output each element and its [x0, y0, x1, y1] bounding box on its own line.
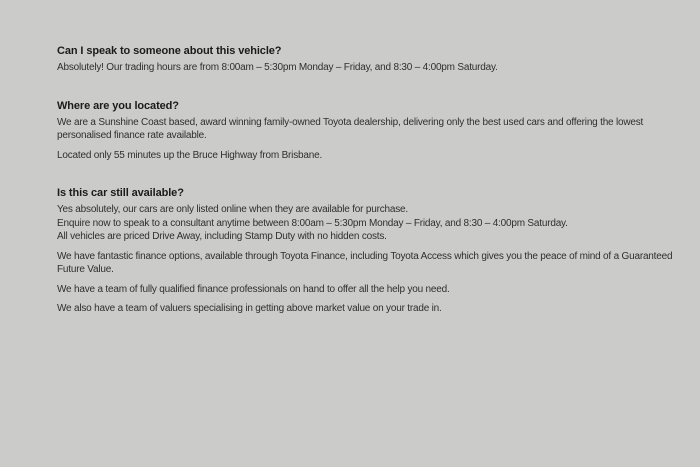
faq-answer-line: We are a Sunshine Coast based, award winning family-owned Toyota dealership, delivering only the best used cars and offering the lowest — [57, 116, 644, 128]
faq-question: Can I speak to someone about this vehicle? — [57, 45, 282, 57]
faq-answer-line: We have a team of fully qualified finance professionals on hand to offer all the help you need. — [57, 283, 450, 295]
faq-section-speak-to-someone — [57, 44, 677, 75]
faq-answer-line: Yes absolutely, our cars are only listed online when they are available for purchase. — [57, 204, 408, 215]
faq-answer-paragraph — [57, 116, 677, 143]
faq-answer-line: We also have a team of valuers specialising in getting above market value on your trade in. — [57, 303, 442, 314]
faq-answer-line: Future Value. — [57, 264, 114, 275]
faq-answer-line: All vehicles are priced Drive Away, including Stamp Duty with no hidden costs. — [57, 231, 387, 242]
faq-question: Is this car still available? — [57, 187, 184, 199]
faq-answer-paragraph — [57, 250, 677, 277]
faq-content — [57, 44, 677, 316]
faq-answer-line: personalised finance rate available. — [57, 130, 207, 141]
faq-section-availability — [57, 186, 677, 316]
faq-answer-line: Absolutely! Our trading hours are from 8:00am – 5:30pm Monday – Friday, and 8:30 – 4:00pm Saturday. — [57, 62, 498, 73]
faq-section-location — [57, 99, 677, 163]
faq-answer-line: Enquire now to speak to a consultant anytime between 8:00am – 5:30pm Monday – Friday, and 8:30 – 4:00pm Saturday. — [57, 217, 568, 229]
faq-answer-paragraph — [57, 302, 677, 316]
faq-answer-paragraph — [57, 203, 677, 244]
faq-question: Where are you located? — [57, 99, 179, 112]
faq-answer-line: We have fantastic finance options, available through Toyota Finance, including Toyota Access which gives you the peace of mind of a Guaranteed — [57, 250, 673, 262]
faq-answer-paragraph — [57, 149, 677, 163]
faq-answer-line: Located only 55 minutes up the Bruce Highway from Brisbane. — [57, 149, 323, 161]
faq-answer-paragraph — [57, 61, 677, 75]
faq-answer-paragraph — [57, 283, 677, 297]
